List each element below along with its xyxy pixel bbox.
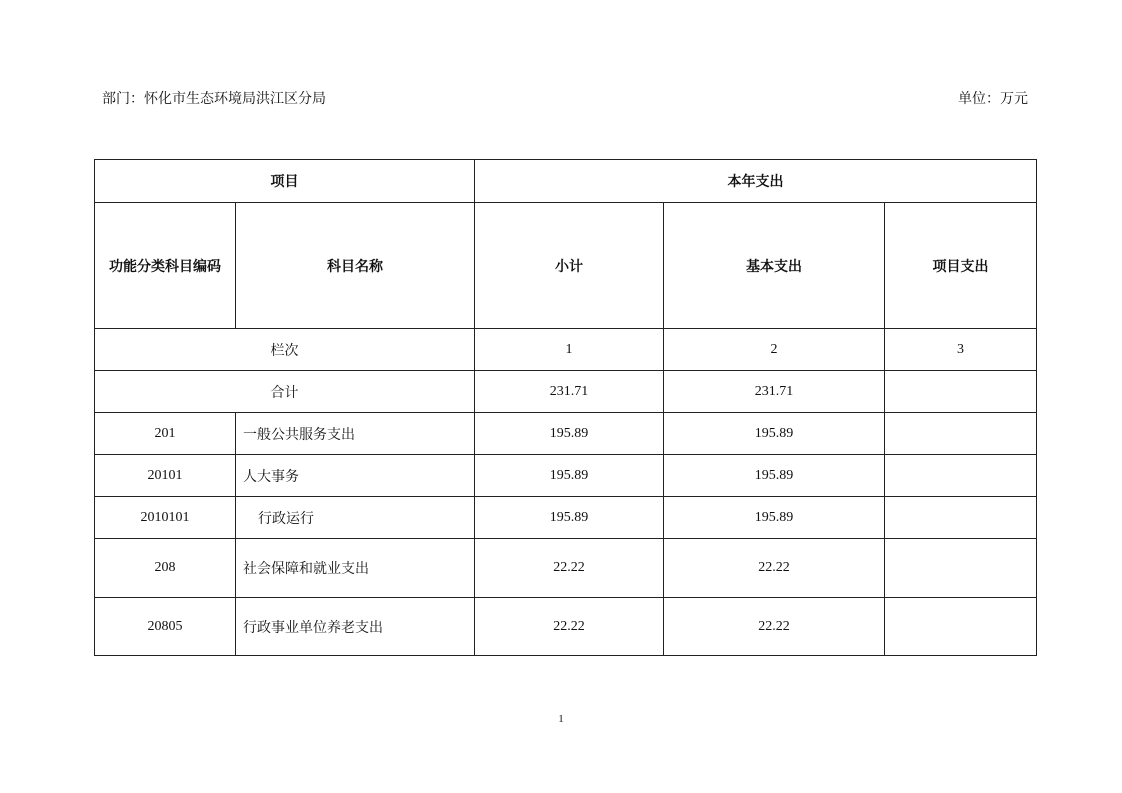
page-number: 1 (558, 713, 564, 725)
project-column-header: 项目支出 (885, 203, 1037, 329)
row-subtotal: 22.22 (475, 539, 664, 598)
table-row (95, 598, 1037, 656)
row-basic: 195.89 (664, 413, 885, 455)
row-project (885, 598, 1037, 656)
code-column-header: 功能分类科目编码 (95, 203, 236, 329)
row-code: 2010101 (95, 497, 236, 539)
column-index-subtotal: 1 (475, 329, 664, 371)
total-subtotal: 231.71 (475, 371, 664, 413)
name-column-header: 科目名称 (236, 203, 475, 329)
total-row (95, 371, 1037, 413)
row-project (885, 539, 1037, 598)
column-header-row (95, 203, 1037, 329)
table-row (95, 539, 1037, 598)
current-year-expenditure-header: 本年支出 (475, 160, 1037, 203)
department-label: 部门：怀化市生态环境局洪江区分局 (102, 91, 326, 107)
project-group-header: 项目 (95, 160, 475, 203)
row-name: 人大事务 (236, 455, 475, 497)
row-project (885, 497, 1037, 539)
subtotal-column-header: 小计 (475, 203, 664, 329)
table-row (95, 497, 1037, 539)
basic-column-header: 基本支出 (664, 203, 885, 329)
table-row (95, 413, 1037, 455)
column-index-project: 3 (885, 329, 1037, 371)
row-basic: 195.89 (664, 455, 885, 497)
group-header-row (95, 160, 1037, 203)
row-code: 208 (95, 539, 236, 598)
row-name: 行政事业单位养老支出 (236, 598, 475, 656)
row-name: 行政运行 (236, 497, 475, 539)
row-code: 20101 (95, 455, 236, 497)
row-basic: 195.89 (664, 497, 885, 539)
column-index-row (95, 329, 1037, 371)
total-basic: 231.71 (664, 371, 885, 413)
row-code: 201 (95, 413, 236, 455)
row-subtotal: 195.89 (475, 497, 664, 539)
row-subtotal: 195.89 (475, 455, 664, 497)
table-row (95, 455, 1037, 497)
row-name: 社会保障和就业支出 (236, 539, 475, 598)
row-code: 20805 (95, 598, 236, 656)
row-name: 一般公共服务支出 (236, 413, 475, 455)
row-project (885, 413, 1037, 455)
total-label: 合计 (95, 371, 475, 413)
row-subtotal: 22.22 (475, 598, 664, 656)
column-index-basic: 2 (664, 329, 885, 371)
row-basic: 22.22 (664, 598, 885, 656)
column-index-label: 栏次 (95, 329, 475, 371)
total-project (885, 371, 1037, 413)
unit-label: 单位：万元 (958, 91, 1028, 107)
row-project (885, 455, 1037, 497)
expenditure-table (94, 159, 1037, 656)
row-basic: 22.22 (664, 539, 885, 598)
row-subtotal: 195.89 (475, 413, 664, 455)
